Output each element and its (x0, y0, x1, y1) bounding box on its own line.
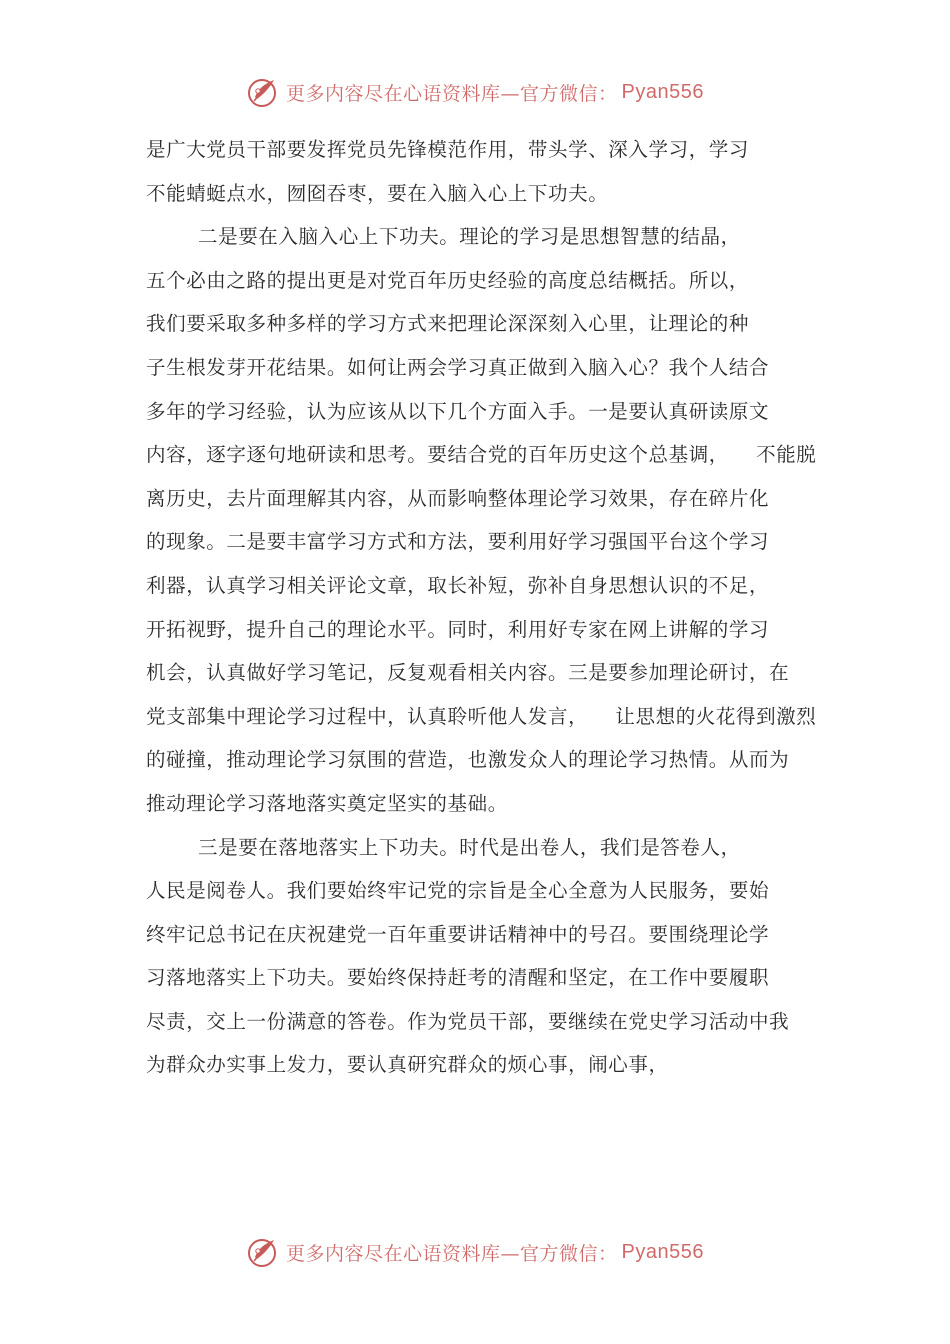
text-line: 多年的学习经验，认为应该从以下几个方面入手。一是要认真研读原文 (146, 399, 770, 423)
text-line: 我们要采取多种多样的学习方式来把理论深深刻入心里，让理论的种 (146, 312, 750, 336)
text-line: 离历史，去片面理解其内容，从而影响整体理论学习效果，存在碎片化 (146, 486, 770, 510)
header-banner (0, 70, 950, 114)
text-line: 习落地落实上下功夫。要始终保持赶考的清醒和坚定，在工作中要履职 (146, 966, 770, 990)
footer-banner-text: 更多内容尽在心语资料库—官方微信： (286, 1242, 618, 1265)
text-line: 开拓视野，提升自己的理论水平。同时，利用好专家在网上讲解的学习 (146, 617, 770, 641)
paragraph-3 (146, 826, 826, 1088)
header-banner-text: 更多内容尽在心语资料库—官方微信： (286, 82, 618, 105)
text-line: 人民是阅卷人。我们要始终牢记党的宗旨是全心全意为人民服务，要始 (146, 879, 770, 903)
footer-wechat-id: Pyan556 (621, 1240, 704, 1263)
text-line: 党支部集中理论学习过程中，认真聆听他人发言， 让思想的火花得到激烈 (146, 704, 817, 728)
text-line: 的碰撞，推动理论学习氛围的营造，也激发众人的理论学习热情。从而为 (146, 748, 790, 772)
text-line: 的现象。二是要丰富学习方式和方法，要利用好学习强国平台这个学习 (146, 530, 770, 554)
text-line: 子生根发芽开花结果。如何让两会学习真正做到入脑入心？我个人结合 (146, 355, 770, 379)
text-line: 为群众办实事上发力，要认真研究群众的烦心事，闹心事， (146, 1053, 669, 1077)
document-body (146, 128, 826, 1087)
quill-logo-icon (246, 75, 280, 109)
paragraph-1 (146, 128, 826, 215)
header-wechat-id: Pyan556 (621, 80, 704, 103)
text-line: 是广大党员干部要发挥党员先锋模范作用，带头学、深入学习，学习 (146, 138, 750, 161)
text-line: 终牢记总书记在庆祝建党一百年重要讲话精神中的号召。要围绕理论学 (146, 922, 770, 946)
quill-logo-icon (246, 1235, 280, 1269)
text-line: 推动理论学习落地落实奠定坚实的基础。 (146, 791, 508, 815)
text-line: 内容，逐字逐句地研读和思考。要结合党的百年历史这个总基调， 不能脱 (146, 443, 817, 467)
text-line: 尽责，交上一份满意的答卷。作为党员干部，要继续在党史学习活动中我 (146, 1009, 790, 1033)
text-line: 机会，认真做好学习笔记，反复观看相关内容。三是要参加理论研讨，在 (146, 661, 790, 685)
text-line: 三是要在落地落实上下功夫。时代是出卷人，我们是答卷人， (198, 835, 741, 859)
paragraph-2 (146, 215, 826, 825)
text-line: 五个必由之路的提出更是对党百年历史经验的高度总结概括。所以， (146, 268, 750, 292)
text-line: 二是要在入脑入心上下功夫。理论的学习是思想智慧的结晶， (198, 225, 741, 249)
text-line: 利器，认真学习相关评论文章，取长补短，弥补自身思想认识的不足， (146, 573, 770, 597)
footer-banner (0, 1230, 950, 1274)
text-line: 不能蜻蜓点水，囫囵吞枣，要在入脑入心上下功夫。 (146, 181, 609, 205)
